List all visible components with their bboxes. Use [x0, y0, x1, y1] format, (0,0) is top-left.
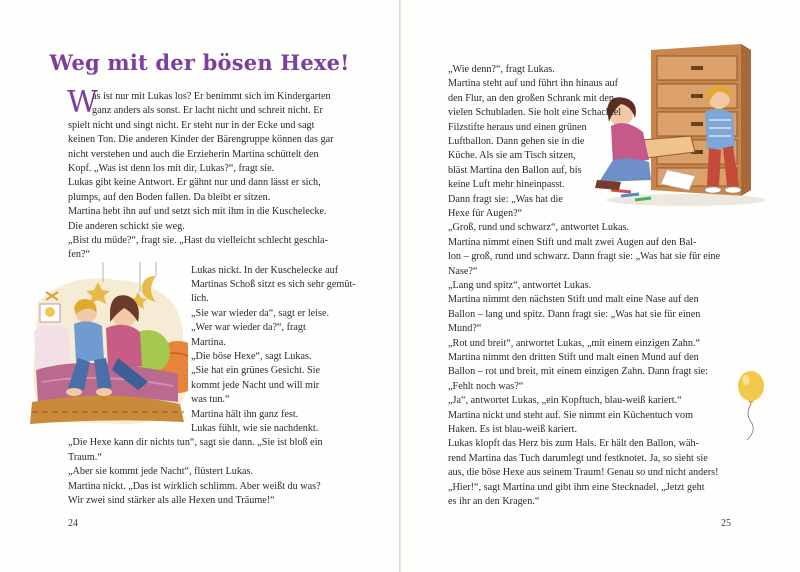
text-line: Traum.“ — [68, 451, 102, 463]
text-line: nicht verstehen und auch die Erzieherin Martina schüttelt den — [68, 148, 319, 160]
text-line: „Wie denn?“, fragt Lukas. — [448, 64, 555, 75]
text-line: Nase?“ — [448, 265, 478, 277]
text-line: Dann fragt sie: „Was hat die — [448, 193, 563, 205]
text-line: keinen Ton. Die anderen Kinder der Bärengruppe können das gar — [68, 134, 334, 146]
text-line: „Wer war wieder da?“, fragt — [191, 322, 306, 334]
text-line: bläst Martina den Ballon auf, bis — [448, 164, 582, 176]
text-line: Filzstifte heraus und einen grünen — [448, 121, 587, 133]
text-line: as ist nur mit Lukas los? Er benimmt sich im Kindergarten — [92, 91, 331, 102]
text-line: „Rot und breit“, antwortet Lukas, „mit einem einzigen Zahn.“ — [448, 337, 701, 349]
text-line: kommt jede Nacht und will mir — [191, 379, 320, 391]
text-line: Martina nimmt den nächsten Stift und malt eine Nase auf den — [448, 294, 699, 306]
text-line: Martina hebt ihn auf und setzt sich mit ihm in die Kuschelecke. — [68, 206, 327, 218]
text-line: es ihr an den Kragen.“ — [448, 496, 540, 508]
balloon-paragraphs — [448, 394, 718, 509]
text-line: „Groß, rund und schwarz“, antwortet Lukas. — [448, 222, 630, 234]
text-line: Ballon – rot und breit, mit einem einzigen Zahn. Dann fragt sie: — [448, 366, 708, 378]
text-line: spielt nicht und singt nicht. Er steht nur in der Ecke und sagt — [68, 119, 315, 131]
text-line: Küche. Als sie am Tisch sitzen, — [448, 150, 576, 162]
text-line: Martina nickt und steht auf. Sie nimmt ein Küchentuch vom — [448, 409, 694, 421]
text-line: Lukas klopft das Herz bis zum Hals. Er hält den Ballon, wäh- — [448, 438, 699, 450]
right-page — [401, 0, 800, 572]
text-line: ganz anders als sonst. Er lacht nicht und schreit nicht. Er — [92, 105, 323, 117]
text-line: „Lang und spitz“, antwortet Lukas. — [448, 280, 592, 292]
left-page — [0, 0, 399, 572]
text-line: Martina. — [191, 336, 226, 348]
text-line: lon – groß, rund und schwarz. Dann fragt sie: „Was hat sie für eine — [448, 251, 721, 263]
first-lines — [92, 90, 331, 119]
yellow-balloon-illustration — [731, 370, 771, 442]
text-line: Luftballon. Dann gehen sie in die — [448, 136, 585, 148]
text-line: Martina nimmt den dritten Stift und malt einen Mund auf den — [448, 352, 699, 364]
reading-corner-illustration — [28, 262, 188, 432]
text-line: „Aber sie kommt jede Nacht“, flüstert Lukas. — [68, 466, 254, 478]
text-line: „Ja“, antwortet Lukas, „ein Kopftuch, blau-weiß kariert.“ — [448, 395, 682, 407]
chapter-title: Weg mit der bösen Hexe! — [49, 50, 350, 75]
text-line: „Fehlt noch was?“ — [448, 380, 524, 392]
text-line: rend Martina das Tuch darumlegt und festknotet. Ja, so sieht sie — [448, 452, 708, 464]
bottom-paragraphs — [68, 436, 323, 508]
text-line: „Sie hat ein grünes Gesicht. Sie — [191, 365, 321, 377]
text-line: Wir zwei sind stärker als alle Hexen und Träume!“ — [68, 495, 275, 507]
drop-cap: W — [67, 85, 98, 120]
text-line: Martina steht auf und führt ihn hinaus auf — [448, 78, 619, 90]
text-line: fen?“ — [68, 249, 91, 261]
text-line: Mund?“ — [448, 323, 482, 335]
text-line: aus, die böse Hexe aus seinem Traum! Genau so und nicht anders! — [448, 467, 719, 479]
text-line: den Flur, an den großen Schrank mit den — [448, 92, 614, 104]
text-line: „Bist du müde?“, fragt sie. „Hast du vielleicht schlecht geschla- — [68, 235, 328, 247]
text-line: was tun.“ — [191, 394, 230, 406]
page-number: 24 — [68, 518, 78, 529]
text-line: Ballon – lang und spitz. Dann fragt sie: „Was hat sie für einen — [448, 308, 701, 320]
text-line: lich. — [191, 293, 209, 305]
text-line: „Hier!“, sagt Martina und gibt ihm eine Stecknadel. „Jetzt geht — [448, 481, 705, 493]
text-line: Lukas nickt. In der Kuschelecke auf — [191, 264, 339, 276]
text-line: Hexe für Augen?“ — [448, 208, 523, 220]
page-number: 25 — [721, 518, 731, 529]
text-line: „Sie war wieder da“, sagt er leise. — [191, 307, 330, 319]
text-line: Lukas gibt keine Antwort. Er gähnt nur und dann lässt er sich, — [68, 177, 321, 189]
full-paragraphs — [448, 221, 720, 394]
text-line: plumps, auf den Boden fallen. Da bleibt er sitzen. — [68, 191, 271, 203]
text-line: Kopf. „Was ist denn los mit dir, Lukas?“, fragt sie. — [68, 163, 275, 175]
narrow-paragraphs — [448, 63, 621, 221]
text-line: Lukas fühlt, wie sie nachdenkt. — [191, 423, 319, 435]
text-line: Martinas Schoß sitzt es sich sehr gemüt- — [191, 279, 356, 290]
text-line: Martina hält ihn ganz fest. — [191, 408, 299, 420]
text-line: vielen Schubladen. Sie holt eine Schachtel — [448, 107, 622, 119]
top-paragraphs — [68, 119, 334, 263]
text-line: „Die böse Hexe“, sagt Lukas. — [191, 351, 312, 363]
side-paragraphs — [191, 264, 356, 437]
text-line: Martina nimmt einen Stift und malt zwei Augen auf den Bal- — [448, 236, 697, 248]
text-line: keine Luft mehr hineinpasst. — [448, 179, 565, 191]
text-line: Die anderen schickt sie weg. — [68, 220, 185, 232]
text-line: „Die Hexe kann dir nichts tun“, sagt sie dann. „Sie ist bloß ein — [68, 437, 323, 449]
text-line: Haken. Es ist blau-weiß kariert. — [448, 424, 578, 435]
text-line: Martina nickt. „Das ist wirklich schlimm. Aber weißt du was? — [68, 480, 321, 492]
